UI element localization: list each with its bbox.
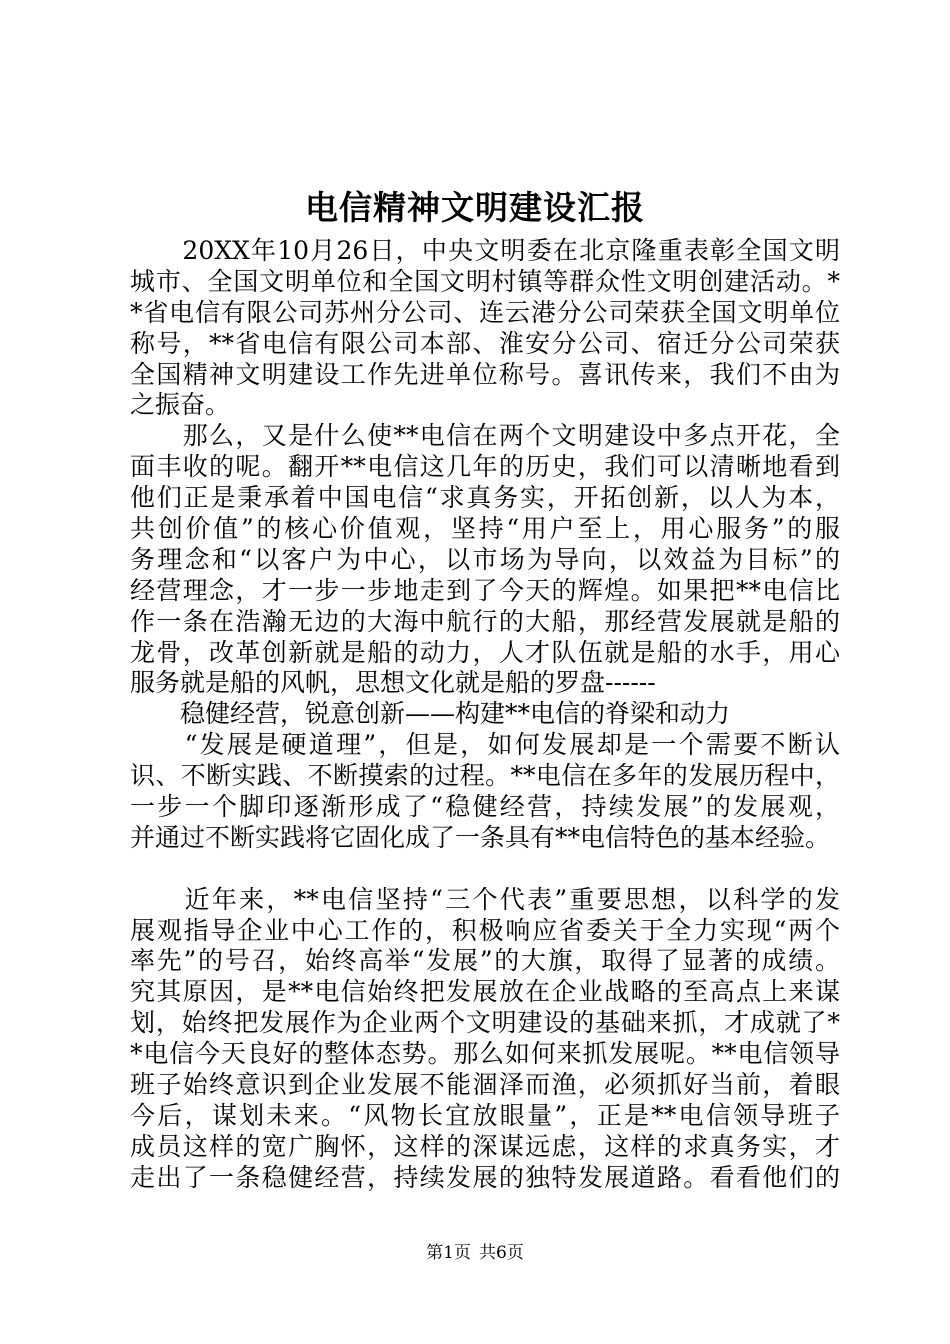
text-line: *电信今天良好的整体态势。那么如何来抓发展呢。**电信领导 xyxy=(130,1039,840,1069)
text-line: 务理念和“以客户为中心，以市场为导向，以效益为目标”的 xyxy=(130,544,840,574)
paragraph-5 xyxy=(130,885,840,1194)
text-line: 划，始终把发展作为企业两个文明建设的基础来抓，才成就了* xyxy=(130,1008,840,1038)
text-line: 率先”的号召，始终高举“发展”的大旗，取得了显著的成绩。 xyxy=(130,946,840,976)
paragraph-4 xyxy=(130,730,840,854)
paragraph-2 xyxy=(130,421,840,699)
document-title: 电信精神文明建设汇报 xyxy=(305,188,645,227)
paragraph-1 xyxy=(130,236,840,421)
text-line: 展观指导企业中心工作的，积极响应省委关于全力实现“两个 xyxy=(130,915,840,945)
text-line: 20XX年10月26日，中央文明委在北京隆重表彰全国文明 xyxy=(130,236,840,265)
text-line: 近年来，**电信坚持“三个代表”重要思想，以科学的发 xyxy=(130,884,840,914)
text-line: 他们正是秉承着中国电信“求真务实，开拓创新，以人为本， xyxy=(130,483,840,513)
text-line: 称号，**省电信有限公司本部、淮安分公司、宿迁分公司荣获 xyxy=(130,328,840,358)
document-body xyxy=(130,236,840,1194)
text-line: 走出了一条稳健经营，持续发展的独特发展道路。看看他们的 xyxy=(130,1162,840,1192)
text-line: 今后，谋划未来。“风物长宜放眼量”，正是**电信领导班子 xyxy=(130,1100,840,1130)
text-line: 龙骨，改革创新就是船的动力，人才队伍就是船的水手，用心 xyxy=(130,637,840,667)
text-line: 之振奋。 xyxy=(130,390,231,420)
text-line: 共创价值”的核心价值观，坚持“用户至上，用心服务”的服 xyxy=(130,514,840,544)
text-line: 稳健经营，锐意创新——构建**电信的脊梁和动力 xyxy=(130,699,731,729)
text-line: 一步一个脚印逐渐形成了“稳健经营，持续发展”的发展观， xyxy=(130,792,840,822)
text-line: 服务就是船的风帆，思想文化就是船的罗盘------ xyxy=(130,668,656,698)
text-line: “发展是硬道理”，但是，如何发展却是一个需要不断认 xyxy=(130,730,840,760)
text-line: 面丰收的呢。翻开**电信这几年的历史，我们可以清晰地看到 xyxy=(130,452,840,482)
text-line: 究其原因，是**电信始终把发展放在企业战略的至高点上来谋 xyxy=(130,977,840,1007)
page-total: 共6页 xyxy=(479,1243,524,1263)
text-line: 班子始终意识到企业发展不能涸泽而渔，必须抓好当前，着眼 xyxy=(130,1070,840,1100)
text-line: 识、不断实践、不断摸索的过程。**电信在多年的发展历程中， xyxy=(130,761,840,791)
text-line: 并通过不断实践将它固化成了一条具有**电信特色的基本经验。 xyxy=(130,822,831,852)
page-number: 第1页 xyxy=(426,1243,471,1263)
text-line: *省电信有限公司苏州分公司、连云港分公司荣获全国文明单位 xyxy=(130,297,840,327)
text-line: 成员这样的宽广胸怀，这样的深谋远虑，这样的求真务实，才 xyxy=(130,1131,840,1161)
text-line: 那么，又是什么使**电信在两个文明建设中多点开花，全 xyxy=(130,421,840,451)
text-line: 作一条在浩瀚无边的大海中航行的大船，那经营发展就是船的 xyxy=(130,606,840,636)
paragraph-gap xyxy=(130,854,840,885)
page-footer xyxy=(0,1242,950,1264)
text-line: 全国精神文明建设工作先进单位称号。喜讯传来，我们不由为 xyxy=(130,359,840,389)
text-line: 经营理念，才一步一步地走到了今天的辉煌。如果把**电信比 xyxy=(130,575,840,605)
section-heading xyxy=(130,699,840,730)
text-line: 城市、全国文明单位和全国文明村镇等群众性文明创建活动。* xyxy=(130,266,840,296)
